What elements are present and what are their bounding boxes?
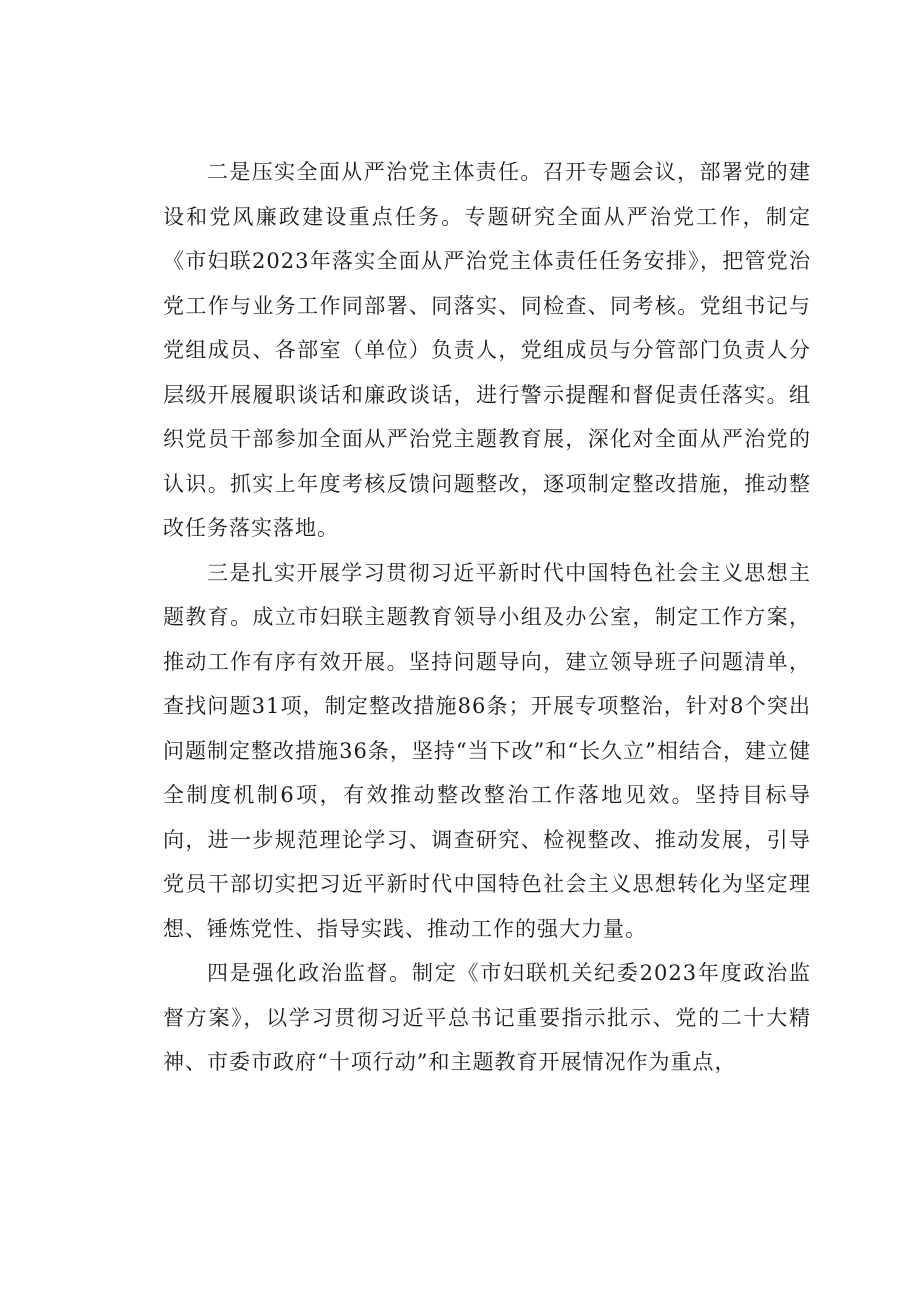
paragraph-theme-education: 三是扎实开展学习贯彻习近平新时代中国特色社会主义思想主题教育。成立市妇联主题教育领导小组及办公室，制定工作方案，推动工作有序有效开展。坚持问题导向，建立领导班子问题清单，查找问题31项，制定整改措施86条；开展专项整治，针对8个突出问题制定整改措施36条，坚持“当下改”和“长久立”相结合，建立健全制度机制6项，有效推动整改整治工作落地见效。坚持目标导向，进一步规范理论学习、调查研究、检视整改、推动发展，引导党员干部切实把习近平新时代中国特色社会主义思想转化为坚定理想、锤炼党性、指导实践、推动工作的强大力量。 — [163, 560, 811, 941]
paragraph-party-responsibility: 二是压实全面从严治党主体责任。召开专题会议，部署党的建设和党风廉政建设重点任务。专题研究全面从严治党工作，制定《市妇联2023年落实全面从严治党主体责任任务安排》，把管党治党工作与业务工作同部署、同落实、同检查、同考核。党组书记与党组成员、各部室（单位）负责人，党组成员与分管部门负责人分层级开展履职谈话和廉政谈话，进行警示提醒和督促责任落实。组织党员干部参加全面从严治党主题教育展，深化对全面从严治党的认识。抓实上年度考核反馈问题整改，逐项制定整改措施，推动整改任务落实落地。 — [163, 160, 811, 540]
document-body — [163, 150, 811, 1085]
paragraph-political-supervision: 四是强化政治监督。制定《市妇联机关纪委2023年度政治监督方案》，以学习贯彻习近平总书记重要指示批示、党的二十大精神、市委市政府“十项行动”和主题教育开展情况作为重点， — [163, 961, 811, 1074]
